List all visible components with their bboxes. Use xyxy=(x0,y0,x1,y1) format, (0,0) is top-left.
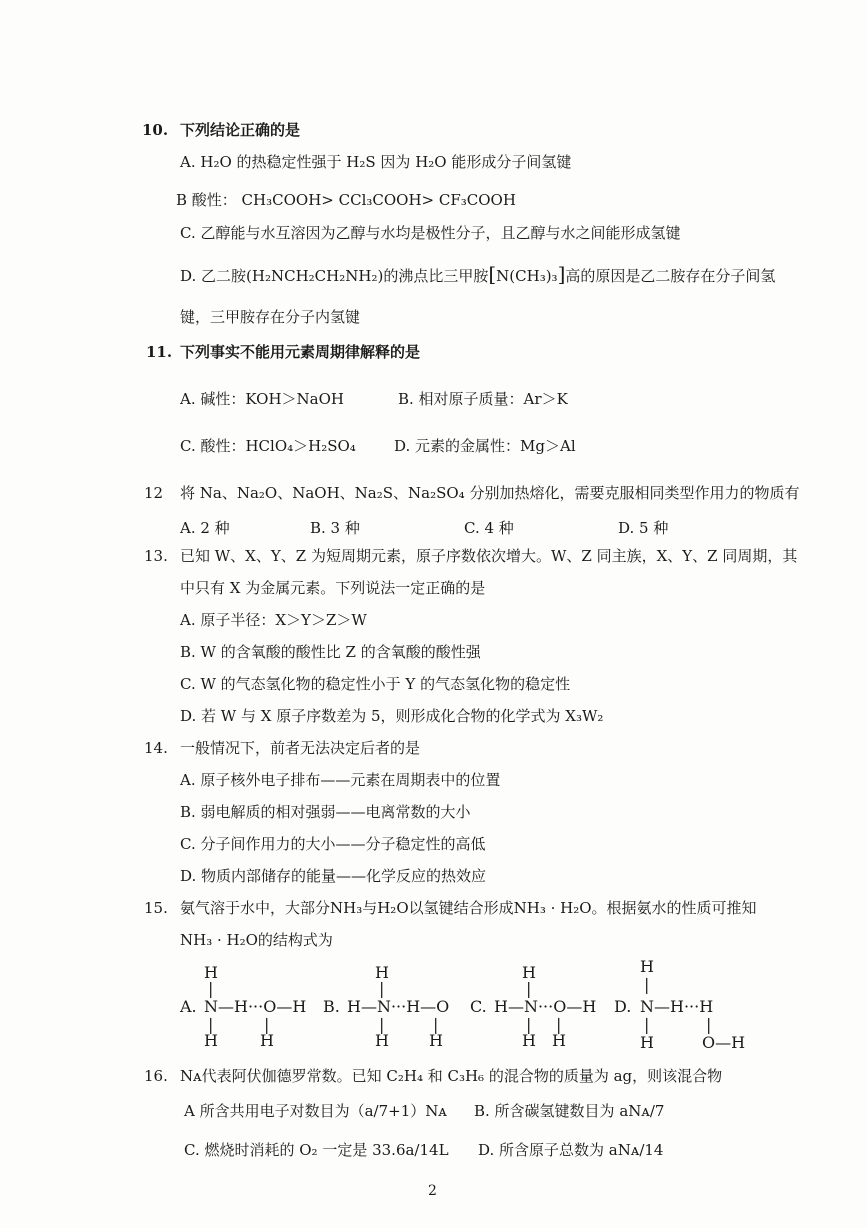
q10-number: 10. xyxy=(142,121,169,139)
q15-a-bond-down: | xyxy=(208,1015,214,1034)
q15-c-bond-down-right: | xyxy=(556,1015,562,1034)
q15-structure-b xyxy=(323,960,463,1060)
q15-c-bond-down: | xyxy=(526,1015,532,1034)
q15-b-bond-up: | xyxy=(379,979,385,998)
q10-d-bracket-close: ] xyxy=(557,262,566,286)
q13-option-d: D. 若 W 与 X 原子序数差为 5，则形成化合物的化学式为 X₃W₂ xyxy=(180,707,604,725)
q11-option-a: A. 碱性：KOH＞NaOH xyxy=(180,390,344,408)
q11-option-b: B. 相对原子质量：Ar＞K xyxy=(398,390,568,408)
q15-d-label: D. xyxy=(614,997,632,1016)
q10-option-d xyxy=(180,264,775,286)
q15-a-bond-up: | xyxy=(208,979,214,998)
q10-option-b: B 酸性： CH₃COOH> CCl₃COOH> CF₃COOH xyxy=(176,191,516,209)
q13-stem-1: 已知 W、X、Y、Z 为短周期元素，原子序数依次增大。W、Z 同主族，X、Y、Z 同周期，其 xyxy=(180,547,798,565)
q15-stem-2: NH₃ · H₂O的结构式为 xyxy=(180,931,333,949)
q15-d-bottom-right-oh: O—H xyxy=(702,1033,746,1052)
q15-b-main: H—N···H—O xyxy=(347,997,450,1016)
q16-number: 16. xyxy=(144,1067,168,1085)
q12-option-d: D. 5 种 xyxy=(618,519,669,537)
q16-option-c: C. 燃烧时消耗的 O₂ 一定是 33.6a/14L xyxy=(184,1141,449,1159)
q15-a-label: A. xyxy=(180,997,197,1016)
page-number: 2 xyxy=(428,1183,437,1199)
q15-structure-a xyxy=(180,960,320,1060)
q10-option-a: A. H₂O 的热稳定性强于 H₂S 因为 H₂O 能形成分子间氢键 xyxy=(180,153,572,171)
q15-stem-1: 氨气溶于水中，大部分NH₃与H₂O以氢键结合形成NH₃ · H₂O。根据氨水的性质可推知 xyxy=(180,899,757,917)
q15-d-bond-up: | xyxy=(644,975,650,994)
q15-d-bond-down: | xyxy=(644,1015,650,1034)
q14-option-b: B. 弱电解质的相对强弱——电离常数的大小 xyxy=(180,803,471,821)
q15-c-top-h: H xyxy=(522,963,536,982)
q10-d-formula2: N(CH₃)₃ xyxy=(496,267,558,285)
q15-a-top-h: H xyxy=(204,963,218,982)
q16-option-a: A 所含共用电子对数目为（a/7+1）Nᴀ xyxy=(184,1102,447,1120)
q10-d-prefix: D. 乙二胺 xyxy=(180,267,247,285)
q15-structure-d xyxy=(614,956,764,1056)
q14-option-a: A. 原子核外电子排布——元素在周期表中的位置 xyxy=(180,771,501,789)
q15-d-bond-down-right: | xyxy=(706,1015,712,1034)
q15-b-label: B. xyxy=(323,997,340,1016)
q13-number: 13. xyxy=(144,547,168,565)
q15-d-bottom-left-h: H xyxy=(640,1033,654,1052)
q11-option-d: D. 元素的金属性：Mg＞Al xyxy=(394,437,576,455)
q14-option-d: D. 物质内部储存的能量——化学反应的热效应 xyxy=(180,867,487,885)
q11-number: 11. xyxy=(146,343,173,361)
q15-c-label: C. xyxy=(470,997,487,1016)
q15-d-top-h: H xyxy=(640,957,654,976)
q15-b-bond-down: | xyxy=(379,1015,385,1034)
q15-a-bottom-left-h: H xyxy=(204,1031,218,1050)
q16-option-b: B. 所含碳氢键数目为 aNᴀ/7 xyxy=(474,1102,665,1120)
q15-structure-c xyxy=(470,960,610,1060)
q10-option-c: C. 乙醇能与水互溶因为乙醇与水均是极性分子，且乙醇与水之间能形成氢键 xyxy=(180,224,681,242)
q10-option-d-cont: 键，三甲胺存在分子内氢键 xyxy=(180,308,361,326)
q11-stem: 下列事实不能用元素周期律解释的是 xyxy=(180,343,421,361)
q11-option-c: C. 酸性：HClO₄＞H₂SO₄ xyxy=(180,437,356,455)
q13-option-c: C. W 的气态氢化物的稳定性小于 Y 的气态氢化物的稳定性 xyxy=(180,675,571,693)
q15-d-main: N—H···H xyxy=(640,997,714,1016)
q15-c-bond-up: | xyxy=(526,979,532,998)
q10-stem: 下列结论正确的是 xyxy=(180,121,301,139)
q15-c-bottom-right-h: H xyxy=(552,1031,566,1050)
q16-stem: Nᴀ代表阿伏伽德罗常数。已知 C₂H₄ 和 C₃H₆ 的混合物的质量为 ag，则该混合物 xyxy=(180,1067,723,1085)
q15-b-bottom-right-h: H xyxy=(429,1031,443,1050)
q13-option-b: B. W 的含氧酸的酸性比 Z 的含氧酸的酸性强 xyxy=(180,643,481,661)
q10-d-formula1: (H₂NCH₂CH₂NH₂) xyxy=(246,267,384,285)
q14-stem: 一般情况下，前者无法决定后者的是 xyxy=(180,739,421,757)
q12-number: 12 xyxy=(144,484,164,502)
q10-d-suffix: 高的原因是乙二胺存在分子间氢 xyxy=(565,267,776,285)
q12-option-b: B. 3 种 xyxy=(310,519,360,537)
q15-a-bond-down-right: | xyxy=(264,1015,270,1034)
q15-b-top-h: H xyxy=(375,963,389,982)
q15-a-main: N—H···O—H xyxy=(204,997,307,1016)
q15-a-bottom-right-h: H xyxy=(260,1031,274,1050)
q13-option-a: A. 原子半径：X＞Y＞Z＞W xyxy=(180,611,367,629)
q14-number: 14. xyxy=(144,739,168,757)
q12-option-a: A. 2 种 xyxy=(180,519,230,537)
q12-stem: 将 Na、Na₂O、NaOH、Na₂S、Na₂SO₄ 分别加热熔化，需要克服相同类型作用力的物质有 xyxy=(180,484,800,502)
q13-stem-2: 中只有 X 为金属元素。下列说法一定正确的是 xyxy=(180,579,486,597)
q10-d-mid: 的沸点比三甲胺 xyxy=(383,267,489,285)
q15-c-main: H—N···O—H xyxy=(494,997,597,1016)
q16-option-d: D. 所含原子总数为 aNᴀ/14 xyxy=(478,1141,664,1159)
q14-option-c: C. 分子间作用力的大小——分子稳定性的高低 xyxy=(180,835,486,853)
q15-number: 15. xyxy=(144,899,168,917)
q15-b-bottom-left-h: H xyxy=(375,1031,389,1050)
q15-c-bottom-left-h: H xyxy=(522,1031,536,1050)
q15-b-bond-down-right: | xyxy=(433,1015,439,1034)
q10-d-bracket-open: [ xyxy=(488,262,497,286)
q12-option-c: C. 4 种 xyxy=(464,519,514,537)
